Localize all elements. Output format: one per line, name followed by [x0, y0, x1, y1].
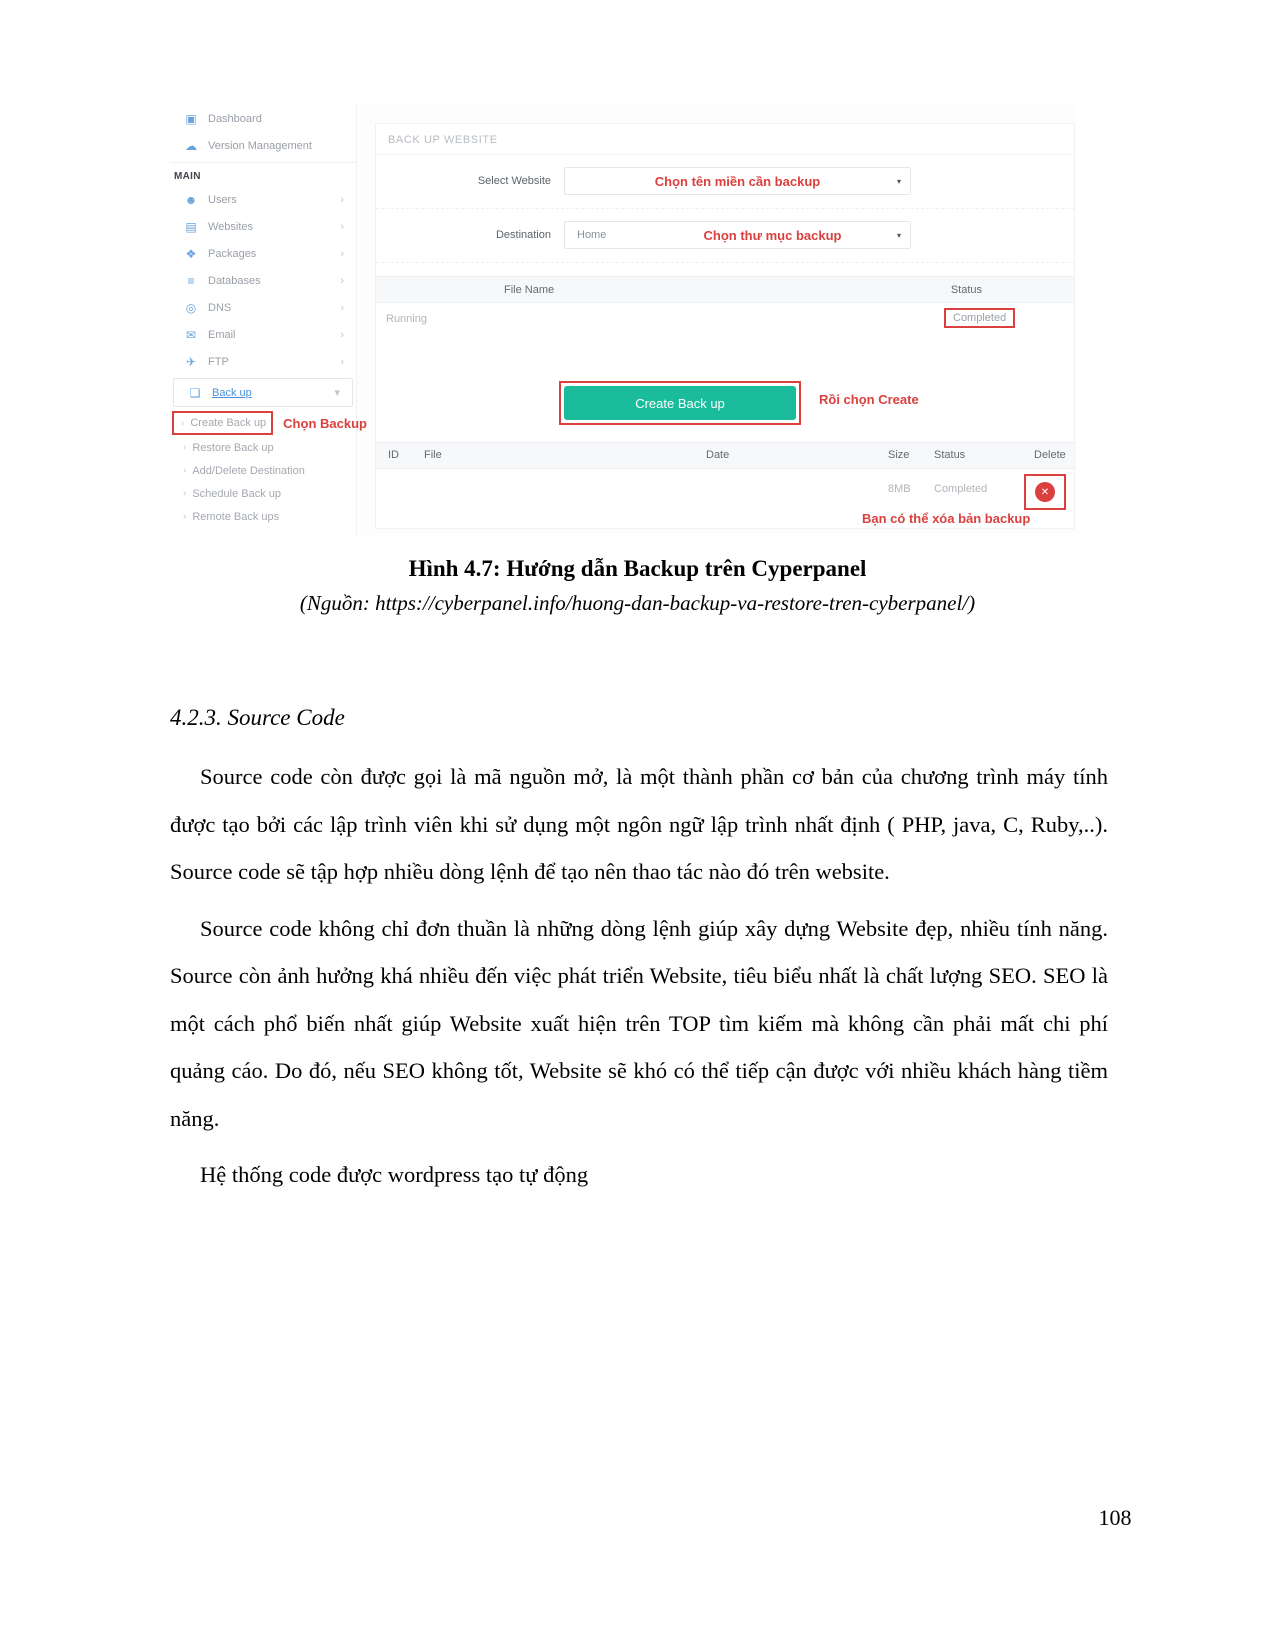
paragraph: Hệ thống code được wordpress tạo tự động [200, 1162, 589, 1187]
status-badge: Completed [944, 308, 1015, 328]
paragraph: Source code không chỉ đơn thuần là những dòng lệnh giúp xây dựng Website đẹp, nhiều tính năng. Source còn ảnh hưởng khá nhiều đến việc phát triển Website, tiêu biểu nhất là chất lượng SEO. SEO là một cách phổ biến nhất giúp Website xuất hiện trên TOP tìm kiếm mà không cần phải mất chi phí quảng cáo. Do đó, nếu SEO không tốt, Website sẽ khó có thể tiếp cận được với nhiều khách hàng tiềm năng. [170, 915, 1108, 1131]
sidebar-item-websites[interactable] [170, 213, 356, 240]
cloud-icon: ☁ [185, 138, 197, 153]
chevron-right-icon: › [340, 193, 344, 206]
destination-label: Destination [495, 229, 551, 241]
destination-dropdown[interactable] [564, 221, 911, 249]
sidebar-item-dashboard[interactable] [170, 105, 356, 132]
sidebar-item-packages[interactable] [170, 240, 356, 267]
file-name-cell: Running [386, 313, 427, 325]
subitem-label: Add/Delete Destination [192, 464, 305, 477]
col-status: Status [950, 283, 982, 296]
col-status: Status [934, 449, 966, 461]
sidebar [170, 105, 367, 537]
chevron-right-icon: › [340, 220, 344, 233]
col-delete: Delete [1034, 449, 1066, 461]
col-size: Size [888, 449, 910, 461]
database-icon: ≡ [187, 273, 195, 288]
select-website-label: Select Website [477, 175, 551, 187]
sub-bullet-icon: › [183, 488, 187, 499]
backup-link[interactable]: Back up [212, 386, 252, 399]
create-backup-button[interactable]: Create Back up [564, 386, 796, 420]
sub-bullet-icon: › [181, 417, 185, 429]
progress-table-row [376, 303, 1074, 337]
size-cell: 8MB [888, 483, 911, 495]
envelope-icon: ✉ [185, 327, 197, 342]
figure-caption [0, 556, 1275, 616]
sidebar-item-label: Dashboard [208, 112, 262, 125]
backups-table-row [376, 469, 1076, 531]
annotation-roi-chon-create: Rồi chọn Create [819, 392, 919, 407]
destination-row [376, 209, 1074, 263]
sidebar-item-email[interactable] [170, 321, 356, 348]
annotation-xoa-backup: Bạn có thể xóa bản backup [862, 511, 1031, 526]
figure-caption-title: Hình 4.7: Hướng dẫn Backup trên Cyperpanel [408, 556, 867, 581]
status-cell: Completed [934, 483, 988, 495]
subitem-label: Restore Back up [192, 441, 274, 454]
chevron-right-icon: › [340, 247, 344, 260]
panel-title: BACK UP WEBSITE [376, 124, 1074, 155]
lightbulb-icon: ◎ [185, 300, 197, 315]
dropdown-caret-icon: ▾ [896, 176, 901, 186]
section-heading: 4.2.3. Source Code [170, 705, 345, 730]
sidebar-item-users[interactable] [170, 186, 356, 213]
backup-panel [375, 123, 1075, 529]
annotation-chon-backup: Chọn Backup [283, 415, 367, 431]
paragraph: Source code còn được gọi là mã nguồn mở, là một thành phần cơ bản của chương trình máy tính được tạo bởi các lập trình viên khi sử dụng một ngôn ngữ lập trình nhất định ( PHP, java, C, Ruby,..). Source code sẽ tập hợp nhiều dòng lệnh để tạo nên thao tác nào đó trên website. [170, 764, 1108, 884]
backups-table-header [376, 442, 1076, 469]
sidebar-subitem-remote-backups[interactable] [170, 505, 356, 528]
sidebar-item-backup[interactable] [173, 378, 353, 407]
subitem-label: Schedule Back up [192, 487, 282, 500]
col-id: ID [388, 449, 399, 461]
sidebar-item-dns[interactable] [170, 294, 356, 321]
sidebar-item-label: FTP [208, 355, 229, 368]
sidebar-item-label: Users [208, 193, 237, 206]
col-date: Date [706, 449, 730, 461]
sidebar-item-version-management[interactable] [170, 132, 356, 159]
packages-icon: ❖ [185, 246, 197, 261]
sidebar-subitem-restore-backup[interactable] [170, 436, 356, 459]
chevron-down-icon: ▾ [334, 387, 340, 399]
users-icon: ☻ [184, 192, 198, 207]
sidebar-item-label: Version Management [208, 139, 312, 152]
sidebar-item-label: Websites [208, 220, 254, 233]
cyberpanel-screenshot [170, 105, 1076, 537]
col-file-name: File Name [504, 283, 555, 296]
sidebar-subitem-add-delete-destination[interactable] [170, 459, 356, 482]
sidebar-item-label: Email [208, 328, 236, 341]
select-website-value: Chọn tên miền cần backup [654, 173, 821, 189]
paper-plane-icon: ✈ [185, 354, 197, 369]
delete-icon[interactable]: ✕ [1035, 482, 1055, 502]
select-website-dropdown[interactable] [564, 167, 911, 195]
folder-icon: ❏ [189, 385, 201, 400]
subitem-label: Create Back up [190, 417, 267, 429]
figure-caption-source: (Nguồn: https://cyberpanel.info/huong-dan-backup-va-restore-tren-cyberpanel/) [299, 591, 976, 615]
dropdown-caret-icon: ▾ [896, 230, 901, 240]
sidebar-item-ftp[interactable] [170, 348, 356, 375]
progress-table [376, 276, 1074, 337]
sidebar-divider [170, 162, 356, 163]
destination-value: Home [577, 229, 607, 241]
dashboard-icon: ▣ [185, 111, 197, 126]
select-website-row [376, 155, 1074, 209]
delete-highlight-box [1024, 474, 1066, 510]
chevron-right-icon: › [340, 355, 344, 368]
sub-bullet-icon: › [183, 465, 187, 476]
chevron-right-icon: › [340, 301, 344, 314]
progress-table-header [376, 276, 1074, 303]
websites-icon: ▤ [185, 219, 197, 234]
chevron-right-icon: › [340, 328, 344, 341]
document-body [170, 705, 1108, 1208]
sidebar-item-label: Databases [208, 274, 261, 287]
sidebar-item-label: DNS [208, 301, 232, 314]
subitem-label: Remote Back ups [192, 510, 280, 523]
sub-bullet-icon: › [183, 511, 187, 522]
destination-annotation: Chọn thư mục backup [703, 227, 842, 243]
create-backup-row [170, 410, 367, 436]
sidebar-section-main: MAIN [174, 171, 201, 182]
backups-table [376, 442, 1076, 531]
sidebar-item-databases[interactable] [170, 267, 356, 294]
col-file: File [424, 449, 442, 461]
page-number: 108 [1098, 1505, 1132, 1530]
create-backup-highlight-box [559, 381, 801, 425]
chevron-right-icon: › [340, 274, 344, 287]
sidebar-subitem-create-backup[interactable] [172, 411, 273, 435]
sidebar-item-label: Packages [208, 247, 257, 260]
sidebar-subitem-schedule-backup[interactable] [170, 482, 356, 505]
sub-bullet-icon: › [183, 442, 187, 453]
